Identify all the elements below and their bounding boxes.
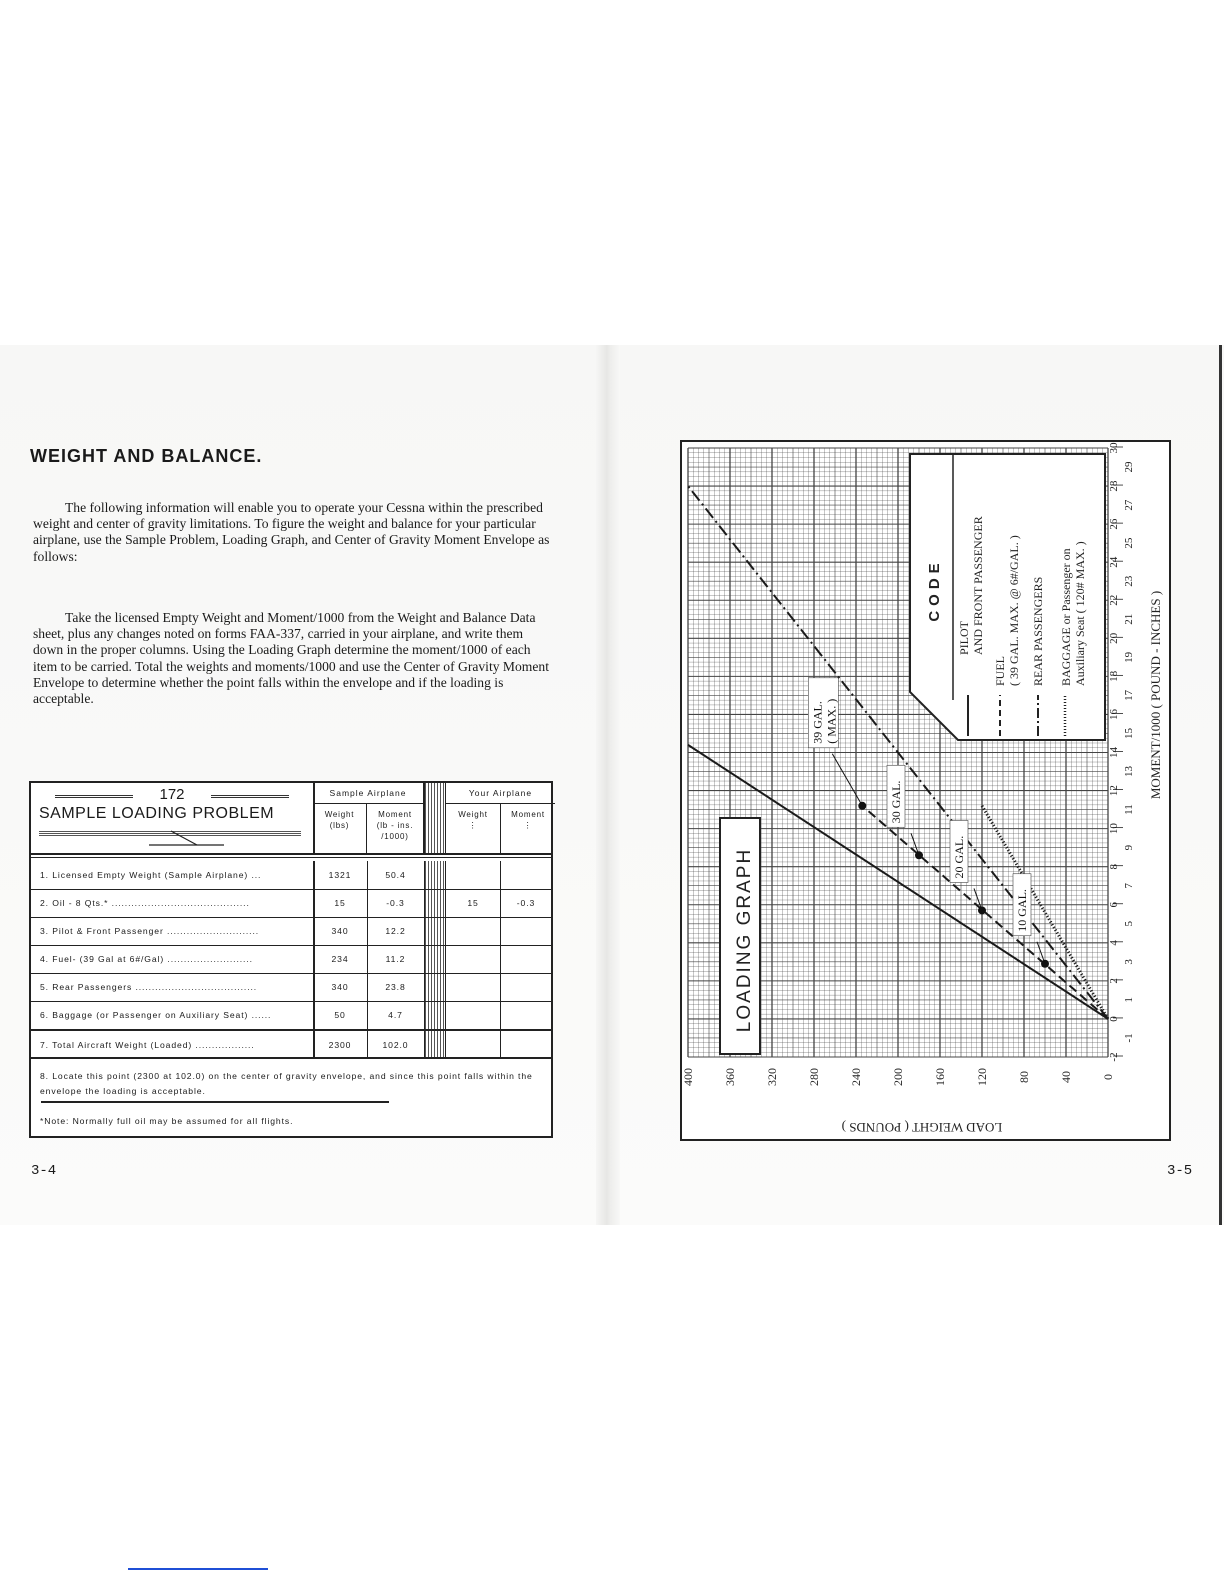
- chart-title: LOADING GRAPH: [734, 847, 755, 1033]
- fuel-marker-label: [1013, 874, 1031, 936]
- y-tick-label: 200: [891, 1068, 905, 1086]
- page-number-left: 3-4: [31, 1163, 57, 1179]
- legend-box: [910, 454, 1105, 740]
- x-tick-label: 12: [1108, 785, 1120, 797]
- row-label: 2. Oil - 8 Qts.* ..........................................: [40, 898, 250, 908]
- x-tick-label: -1: [1123, 1033, 1135, 1043]
- fuel-label-text: 20 GAL.: [952, 835, 966, 879]
- x-tick-label: 14: [1108, 747, 1120, 758]
- legend-pilot-1: PILOT: [957, 621, 971, 655]
- moment-column-header: [367, 809, 423, 842]
- row-moment: 50.4: [385, 870, 406, 880]
- row-weight: 2300: [328, 1040, 352, 1050]
- oil-footnote: *Note: Normally full oil may be assumed for all flights.: [40, 1116, 294, 1126]
- table-row: [31, 1001, 551, 1030]
- sample-airplane-header: [313, 783, 425, 853]
- table-row: [31, 973, 551, 1002]
- page-gutter: [596, 345, 620, 1225]
- row-weight: 340: [331, 982, 349, 992]
- fuel-marker-label: [808, 678, 838, 748]
- row-weight: 1321: [328, 870, 352, 880]
- loading-graph: [680, 440, 1171, 1141]
- your-moment-column-header: [501, 809, 555, 831]
- y-tick-label: 360: [723, 1068, 737, 1086]
- your-weight-column-header: [446, 809, 500, 831]
- legend-title: CODE: [926, 558, 943, 622]
- x-tick-label: 16: [1108, 708, 1120, 720]
- row-moment: 102.0: [382, 1040, 409, 1050]
- row-your-moment: -0.3: [516, 898, 536, 908]
- row-moment: 23.8: [385, 982, 406, 992]
- row-label: 6. Baggage (or Passenger on Auxiliary Seat) ......: [40, 1010, 272, 1020]
- x-tick-label: 20: [1108, 632, 1120, 644]
- x-tick-label: 3: [1123, 959, 1135, 965]
- x-tick-label: 26: [1108, 518, 1120, 530]
- moment-unit: (lb - ins.: [376, 821, 414, 830]
- x-tick-label: 2: [1108, 978, 1120, 984]
- table-bottom-rule: [31, 1057, 551, 1059]
- intro-paragraph: [33, 500, 555, 565]
- legend-baggage-1: BAGGAGE or Passenger on: [1059, 548, 1073, 686]
- x-tick-label: 0: [1108, 1016, 1120, 1022]
- y-axis-title: LOAD WEIGHT ( POUNDS ): [841, 1120, 1003, 1135]
- legend-pilot-2: AND FRONT PASSENGER: [971, 516, 985, 655]
- table-row-total: [31, 1031, 551, 1060]
- x-tick-label: 18: [1108, 670, 1120, 682]
- legend-rear: REAR PASSENGERS: [1031, 576, 1045, 686]
- y-tick-label: 160: [933, 1068, 947, 1086]
- weight-unit: (lbs): [329, 821, 350, 830]
- row-moment: -0.3: [386, 898, 405, 908]
- x-tick-label: 25: [1123, 537, 1135, 549]
- row-label: 7. Total Aircraft Weight (Loaded) ..................: [40, 1040, 255, 1050]
- row-weight: 340: [331, 926, 349, 936]
- x-tick-label: 24: [1108, 556, 1120, 568]
- dots: ⋮: [523, 821, 533, 830]
- x-tick-label: 6: [1108, 902, 1120, 908]
- x-tick-label: 15: [1123, 727, 1135, 739]
- page-number-right: 3-5: [1167, 1163, 1193, 1179]
- page-heading: WEIGHT AND BALANCE.: [30, 446, 263, 466]
- your-weight-label: Weight: [458, 810, 488, 819]
- instruction-step-8: 8. Locate this point (2300 at 102.0) on the center of gravity envelope, and since this point falls within the envelope the loading is acceptable.: [40, 1071, 533, 1096]
- y-tick-label: 400: [681, 1068, 695, 1086]
- table-title: SAMPLE LOADING PROBLEM: [39, 805, 275, 822]
- note-rule: [41, 1101, 389, 1103]
- weight-column-header: [313, 809, 366, 831]
- legend-fuel-1: FUEL: [993, 656, 1007, 686]
- y-tick-label: 240: [849, 1068, 863, 1086]
- row-weight: 15: [334, 898, 346, 908]
- your-airplane-label: Your Airplane: [468, 788, 533, 798]
- row-moment: 12.2: [385, 926, 406, 936]
- y-tick-label: 40: [1059, 1071, 1073, 1083]
- fuel-label-text: 10 GAL.: [1015, 889, 1029, 932]
- fuel-marker-label: [887, 765, 905, 827]
- x-tick-label: 21: [1123, 613, 1135, 625]
- sample-loading-problem-table: [29, 781, 553, 1138]
- moment-unit-2: /1000): [381, 832, 409, 841]
- x-tick-label: 9: [1123, 844, 1135, 851]
- row-moment: 11.2: [385, 954, 406, 964]
- header-divider: [313, 803, 423, 804]
- x-tick-label: 30: [1108, 442, 1120, 454]
- row-label: 4. Fuel- (39 Gal at 6#/Gal) ..........................: [40, 954, 253, 964]
- row-weight: 50: [334, 1010, 346, 1020]
- y-tick-label: 280: [807, 1068, 821, 1086]
- y-tick-label: 80: [1017, 1071, 1031, 1083]
- x-tick-label: 27: [1123, 499, 1135, 511]
- x-tick-label: 8: [1108, 863, 1120, 870]
- table-row: [31, 889, 551, 918]
- x-tick-label: 23: [1123, 575, 1135, 587]
- x-tick-label: 10: [1108, 823, 1120, 835]
- x-tick-label: 5: [1123, 921, 1135, 927]
- bottom-link-underline: [128, 1568, 268, 1570]
- x-axis-title: MOMENT/1000 ( POUND - INCHES ): [1148, 590, 1163, 800]
- x-tick-label: 29: [1123, 461, 1135, 473]
- legend-fuel-2: ( 39 GAL. MAX. @ 6#/GAL. ): [1007, 535, 1021, 686]
- x-tick-label: 13: [1123, 766, 1135, 778]
- instructions-paragraph-text: Take the licensed Empty Weight and Moment/1000 from the Weight and Balance Data sheet, plus any changes noted on forms FAA-337, carried in your airplane, and write them down in the proper columns. Using the Loading Graph determine the moment/1000 of each item to be carried. Total the weights and moments/1000 and use the Center of Gravity Moment Envelope to determine whether the point falls within the envelope and if the loading is acceptable.: [33, 610, 549, 707]
- title-pointer: [149, 829, 229, 849]
- instructions-paragraph: [33, 610, 555, 707]
- x-tick-label: 1: [1123, 997, 1135, 1003]
- chart-title-box: [720, 818, 760, 1054]
- row-label: 3. Pilot & Front Passenger ............................: [40, 926, 260, 936]
- moment-header-label: Moment: [378, 810, 412, 819]
- dots: ⋮: [468, 821, 478, 830]
- intro-paragraph-text: The following information will enable you to operate your Cessna within the prescribed weight and center of gravity limitations. To figure the weight and balance for your particular airplane, use the Sample Problem, Loading Graph, and Center of Gravity Moment Envelope as follows:: [33, 500, 550, 564]
- your-airplane-header: [446, 783, 555, 853]
- fuel-label-text: 30 GAL.: [889, 780, 903, 824]
- y-tick-label: 320: [765, 1068, 779, 1086]
- row-weight: 234: [331, 954, 349, 964]
- x-tick-label: 4: [1108, 940, 1120, 946]
- weight-header-label: Weight: [324, 810, 355, 819]
- x-tick-label: 17: [1123, 689, 1135, 701]
- header-bottom-rule: [31, 853, 551, 855]
- y-tick-label: 0: [1101, 1074, 1115, 1080]
- your-moment-label: Moment: [511, 810, 545, 819]
- table-row: [31, 945, 551, 974]
- x-tick-label: 7: [1123, 882, 1135, 889]
- model-number: 172: [31, 786, 313, 803]
- table-row: [31, 861, 551, 890]
- row-label: 5. Rear Passengers .....................................: [40, 982, 258, 992]
- row-label: 1. Licensed Empty Weight (Sample Airplane) ...: [40, 870, 262, 880]
- row-your-weight: 15: [467, 898, 479, 908]
- fuel-label-text-2: ( MAX. ): [824, 698, 839, 744]
- fuel-marker-label: [950, 820, 968, 882]
- hatched-separator: [424, 783, 446, 853]
- x-tick-label: 19: [1123, 651, 1135, 663]
- x-tick-label: -2: [1108, 1052, 1120, 1062]
- header-bottom-rule: [31, 857, 551, 858]
- fuel-label-text: 39 GAL.: [810, 701, 825, 744]
- x-tick-label: 22: [1108, 594, 1120, 606]
- y-tick-label: 120: [975, 1068, 989, 1086]
- row-moment: 4.7: [388, 1010, 403, 1020]
- x-tick-label: 28: [1108, 480, 1120, 492]
- page-edge: [1219, 345, 1222, 1225]
- legend-baggage-2: Auxiliary Seat ( 120# MAX. ): [1073, 541, 1087, 686]
- sample-airplane-label: Sample Airplane: [329, 788, 407, 798]
- table-body: [31, 861, 551, 1059]
- table-title-block: [31, 783, 315, 853]
- x-tick-label: 11: [1123, 804, 1135, 815]
- table-row: [31, 917, 551, 946]
